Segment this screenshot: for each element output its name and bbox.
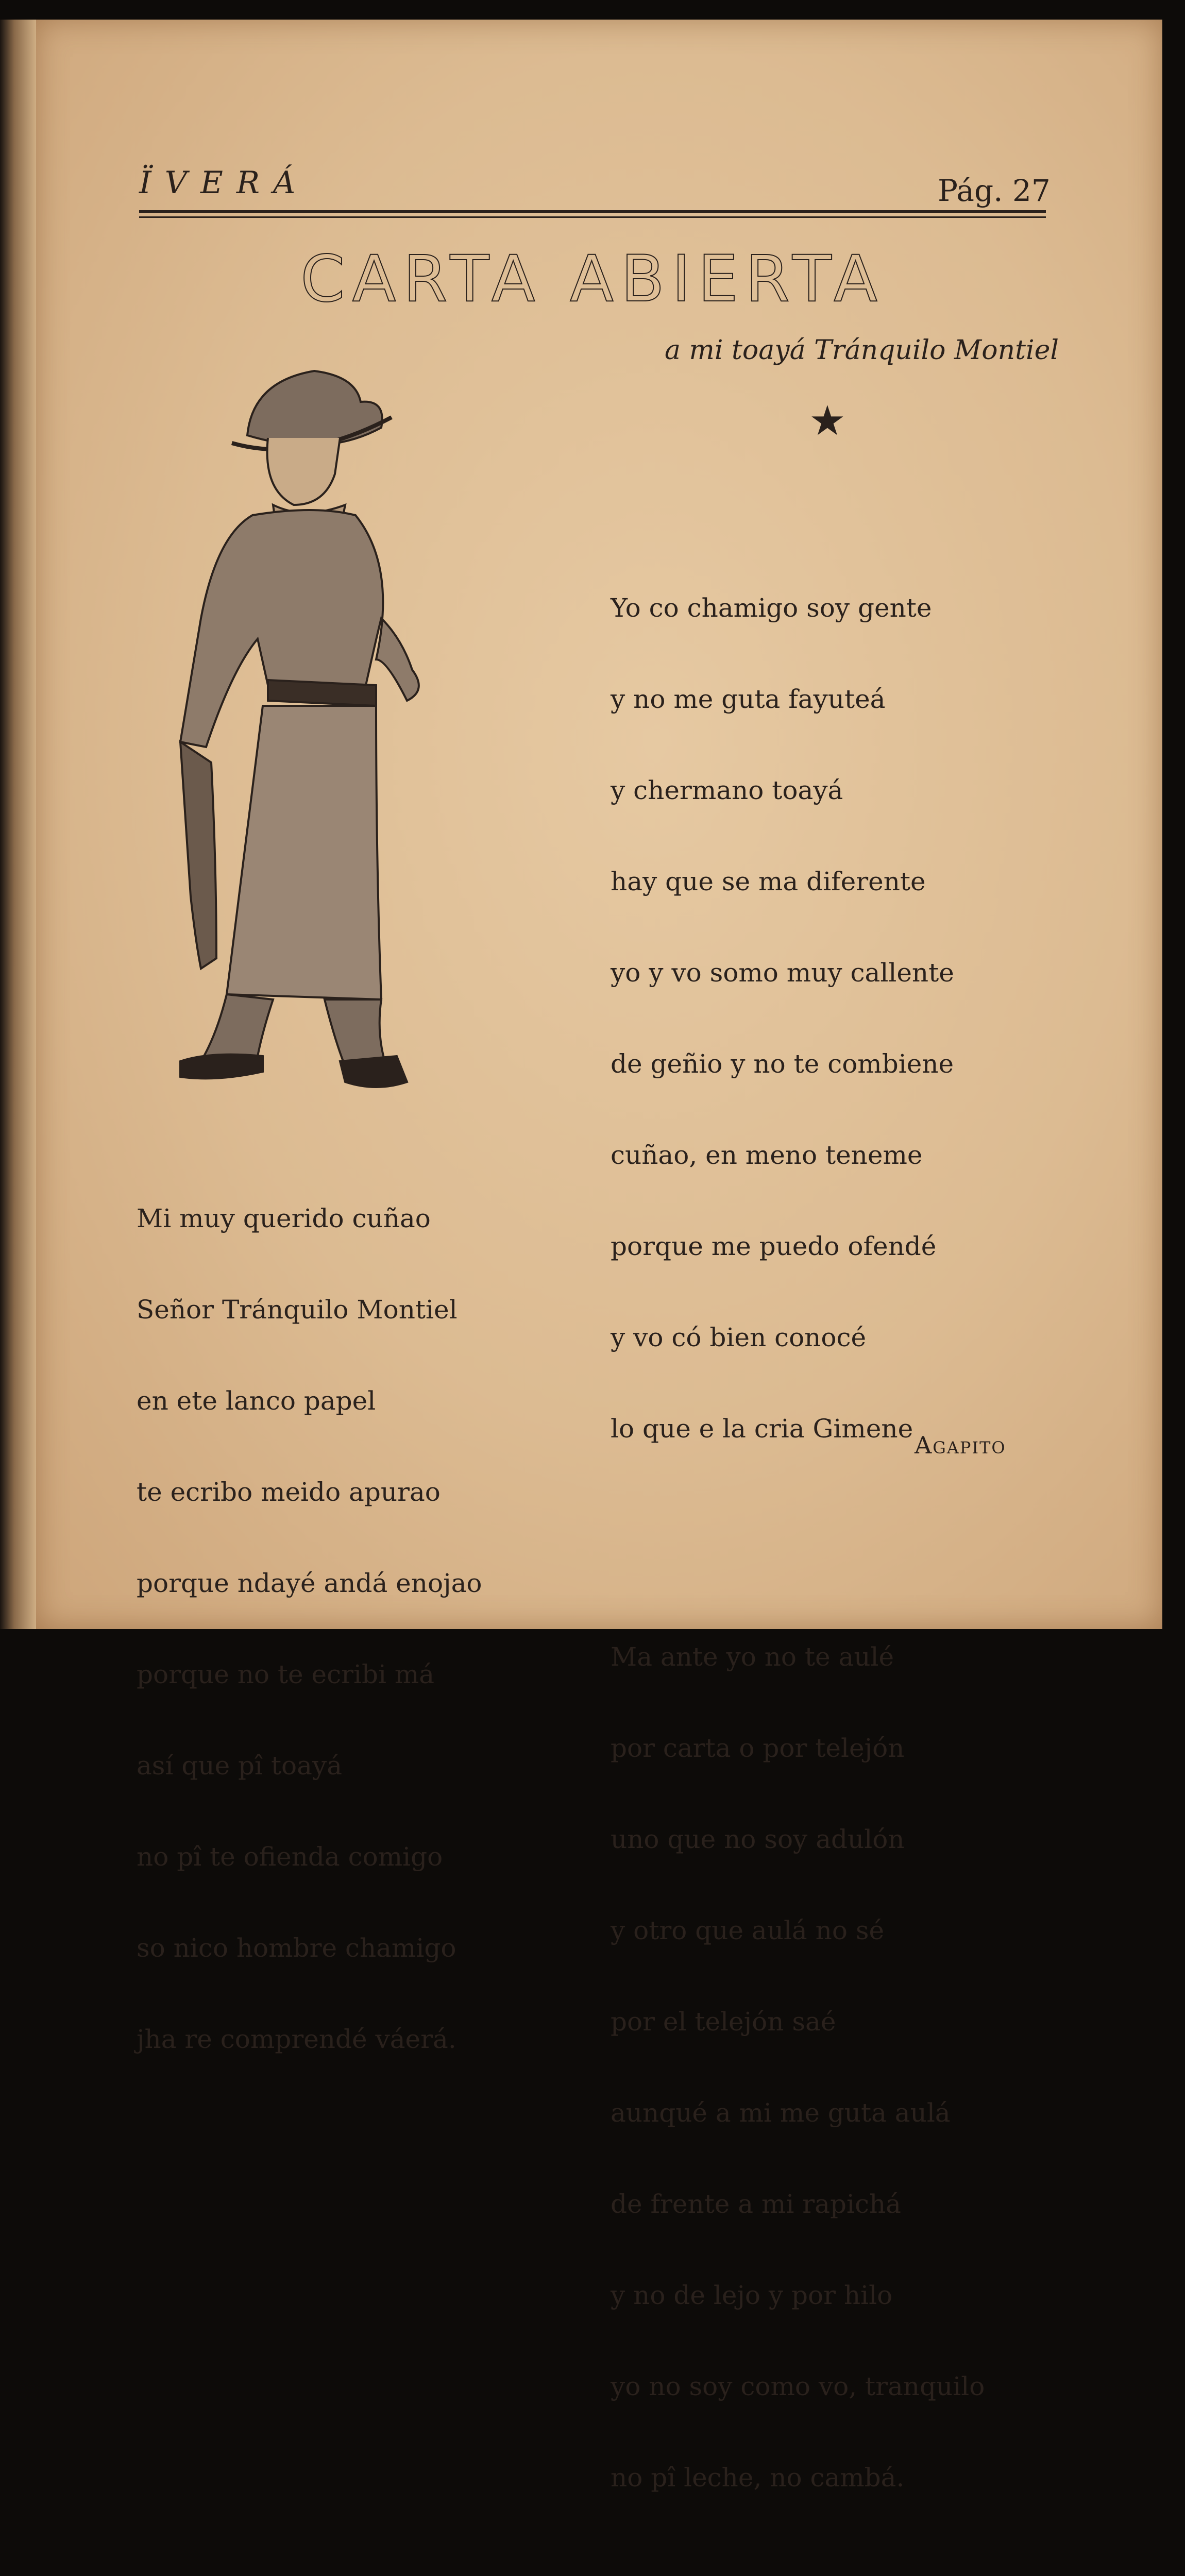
poem-line: y otro que aulá no sé xyxy=(611,1916,885,1945)
poem-line: así que pî toayá xyxy=(137,1751,342,1781)
poem-line: yo y vo somo muy callente xyxy=(611,958,954,988)
stanza-1 xyxy=(611,532,985,1505)
star-icon: ★ xyxy=(809,397,846,445)
gaucho-illustration xyxy=(170,350,551,1108)
poem-line: yo no soy como vo, tranquilo xyxy=(611,2371,985,2401)
poem-line: Ma ante yo no te aulé xyxy=(611,1642,894,1672)
poem-line: jha re comprendé váerá. xyxy=(137,2024,456,2054)
poem-left-column xyxy=(137,1143,482,2085)
poem-line: so nico hombre chamigo xyxy=(137,1933,456,1963)
stanza-2 xyxy=(611,1581,985,2554)
article-title: CARTA ABIERTA xyxy=(300,242,885,316)
poem-line: aunqué a mi me guta aulá xyxy=(611,2098,951,2128)
poem-line: porque no te ecribi má xyxy=(137,1659,435,1689)
poem-line: cuñao, en meno teneme xyxy=(611,1140,923,1170)
header-rule xyxy=(139,210,1046,213)
poem-line: y no me guta fayuteá xyxy=(611,684,886,714)
poem-line: uno que no soy adulón xyxy=(611,1824,905,1854)
poem-line: y no de lejo y por hilo xyxy=(611,2280,893,2310)
poem-line: Yo co chamigo soy gente xyxy=(611,593,932,623)
poem-line: en ete lanco papel xyxy=(137,1386,376,1416)
poem-line: Señor Tránquilo Montiel xyxy=(137,1295,458,1325)
magazine-title: ÏVERÁ xyxy=(139,165,309,201)
poem-line: de geñio y no te combiene xyxy=(611,1049,954,1079)
poem-line: y chermano toayá xyxy=(611,775,843,805)
poem-line: porque ndayé andá enojao xyxy=(137,1568,482,1598)
poem-line: Mi muy querido cuñao xyxy=(137,1204,431,1233)
poem-line: porque me puedo ofendé xyxy=(611,1231,937,1261)
book-spine xyxy=(0,20,36,1629)
poem-line: por carta o por telejón xyxy=(611,1733,905,1763)
poem-line: lo que e la cria Gimene xyxy=(611,1414,913,1444)
poem-right-column xyxy=(611,471,985,2576)
poem-line: no pî te ofienda comigo xyxy=(137,1842,443,1872)
poem-line: por el telejón saé xyxy=(611,2007,836,2037)
signature: Agapito xyxy=(915,1431,1006,1459)
header-rule-thin xyxy=(139,216,1046,218)
dedication: a mi toayá Tránquilo Montiel xyxy=(665,335,1059,366)
poem-line: de frente a mi rapichá xyxy=(611,2189,901,2219)
page-number: Pág. 27 xyxy=(938,173,1051,208)
poem-line: y vo có bien conocé xyxy=(611,1323,867,1352)
poem-line: te ecribo meido apurao xyxy=(137,1477,441,1507)
poem-line: no pî leche, no cambá. xyxy=(611,2463,905,2493)
poem-line: hay que se ma diferente xyxy=(611,867,926,896)
